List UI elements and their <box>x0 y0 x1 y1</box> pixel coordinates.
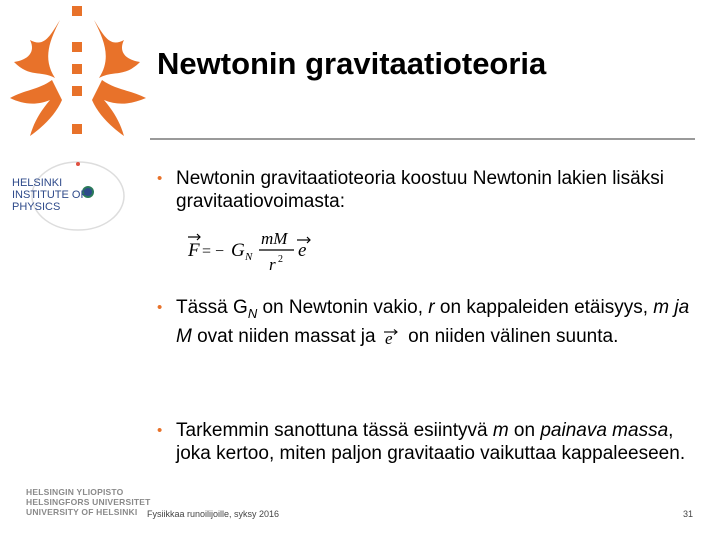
formula-denominator: r <box>269 255 276 274</box>
physics-logo-line2: INSTITUTE OF <box>12 189 88 201</box>
university-logo-line2: HELSINGFORS UNIVERSITET <box>26 497 151 507</box>
bullet-dot-icon: • <box>157 422 163 439</box>
footer-course: Fysiikkaa runoilijoille, syksy 2016 <box>147 509 280 519</box>
formula-e: e <box>298 240 307 261</box>
bullet-dot-icon: • <box>157 299 163 316</box>
university-logo <box>26 487 151 517</box>
formula-equals: = − <box>202 243 225 260</box>
page-number: 31 <box>683 509 694 519</box>
unit-vector-e-icon <box>381 328 403 346</box>
formula-numerator: mM <box>261 229 288 248</box>
bullet-2-text: Tässä $G_N$ on Newtonin vakio, r on kappaleiden etäisyys, m ja M ovat niiden massat ja e on niiden välinen suunta. <box>176 297 690 347</box>
bullet-3 <box>157 419 697 465</box>
title-divider <box>150 138 695 140</box>
bullet-dot-icon: • <box>157 170 163 187</box>
bullet-3-text: Tarkemmin sanottuna tässä esiintyvä m on painava massa, joka kertoo, miten paljon gravitaatio vaikuttaa kappaleeseen. <box>176 420 686 464</box>
physics-institute-logo-icon <box>8 160 133 240</box>
formula-N: N <box>245 251 253 263</box>
flame-logo-icon <box>0 0 160 150</box>
svg-text:e: e <box>384 328 393 346</box>
university-logo-line3: UNIVERSITY OF HELSINKI <box>26 507 138 517</box>
bullet-2 <box>157 296 697 348</box>
university-logo-line1: HELSINGIN YLIOPISTO <box>26 487 124 497</box>
physics-logo-line1: HELSINKI <box>12 177 63 189</box>
gravitation-formula <box>186 224 326 280</box>
bullet-1-text: Newtonin gravitaatioteoria koostuu Newtonin lakien lisäksi gravitaatiovoimasta: <box>176 168 664 212</box>
physics-logo-line3: PHYSICS <box>12 201 61 213</box>
formula-G: G <box>231 240 245 261</box>
bullet-1 <box>157 167 697 213</box>
slide-title: Newtonin gravitaatioteoria <box>157 46 547 81</box>
formula-exponent: 2 <box>278 254 283 265</box>
formula-F: F <box>188 240 200 261</box>
